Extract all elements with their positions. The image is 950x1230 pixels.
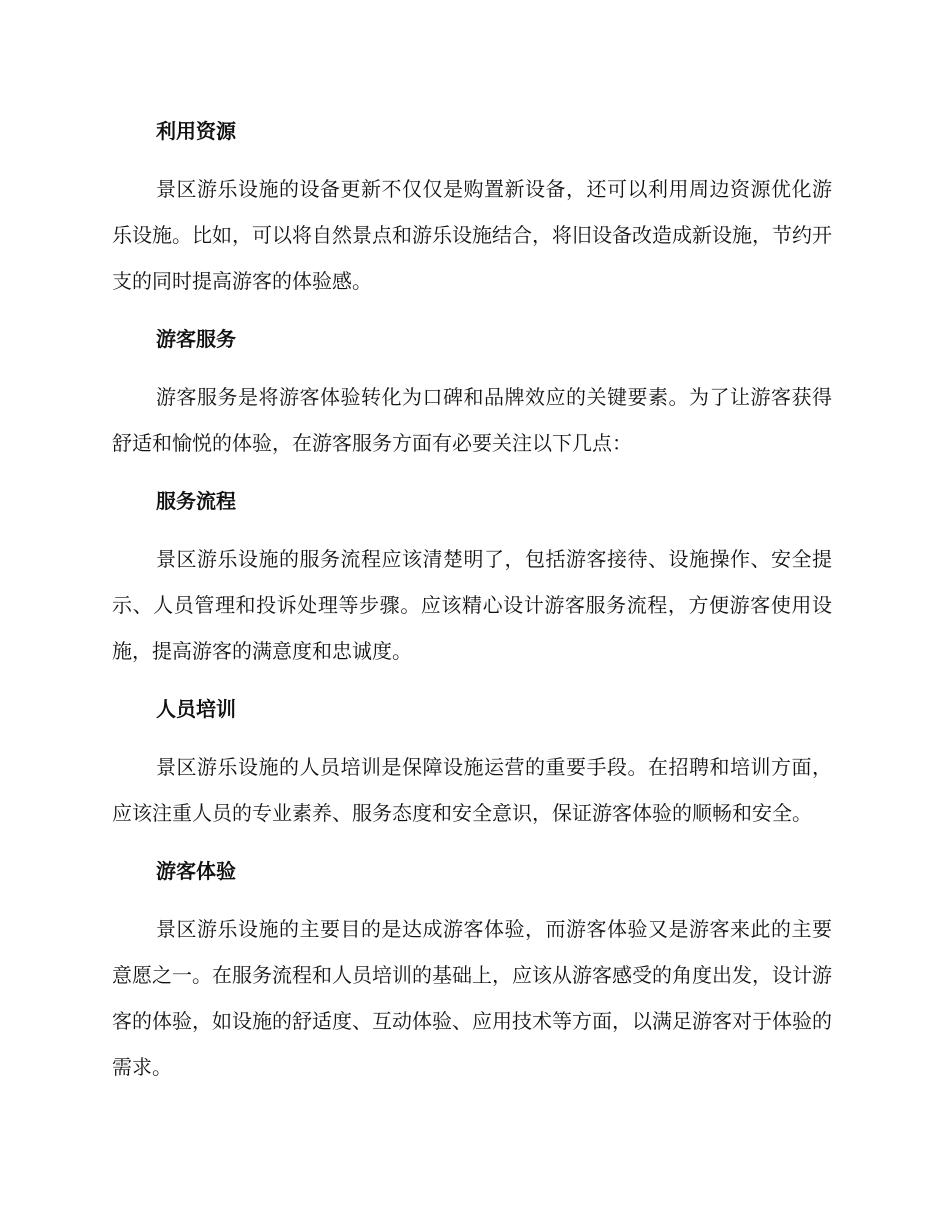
section-heading-service-process: 服务流程 — [156, 489, 236, 513]
section-heading-visitor-experience: 游客体验 — [156, 859, 236, 883]
section-heading-use-resources: 利用资源 — [156, 119, 236, 143]
section-heading-visitor-service: 游客服务 — [156, 327, 236, 351]
document-body — [112, 108, 832, 1102]
section-paragraph-use-resources: 景区游乐设施的设备更新不仅仅是购置新设备，还可以利用周边资源优化游乐设施。比如，可以将自然景点和游乐设施结合，将旧设备改造成新设施，节约开支的同时提高游客的体验感。 — [112, 177, 832, 293]
section-paragraph-visitor-service: 游客服务是将游客体验转化为口碑和品牌效应的关键要素。为了让游客获得舒适和愉悦的体验，在游客服务方面有必要关注以下几点： — [112, 385, 832, 455]
section-paragraph-service-process: 景区游乐设施的服务流程应该清楚明了，包括游客接待、设施操作、安全提示、人员管理和投诉处理等步骤。应该精心设计游客服务流程，方便游客使用设施，提高游客的满意度和忠诚度。 — [112, 547, 832, 663]
section-paragraph-visitor-experience: 景区游乐设施的主要目的是达成游客体验，而游客体验又是游客来此的主要意愿之一。在服务流程和人员培训的基础上，应该从游客感受的角度出发，设计游客的体验，如设施的舒适度、互动体验、应用技术等方面，以满足游客对于体验的需求。 — [112, 917, 832, 1079]
section-paragraph-staff-training: 景区游乐设施的人员培训是保障设施运营的重要手段。在招聘和培训方面，应该注重人员的专业素养、服务态度和安全意识，保证游客体验的顺畅和安全。 — [112, 755, 832, 825]
section-heading-staff-training: 人员培训 — [156, 697, 236, 721]
